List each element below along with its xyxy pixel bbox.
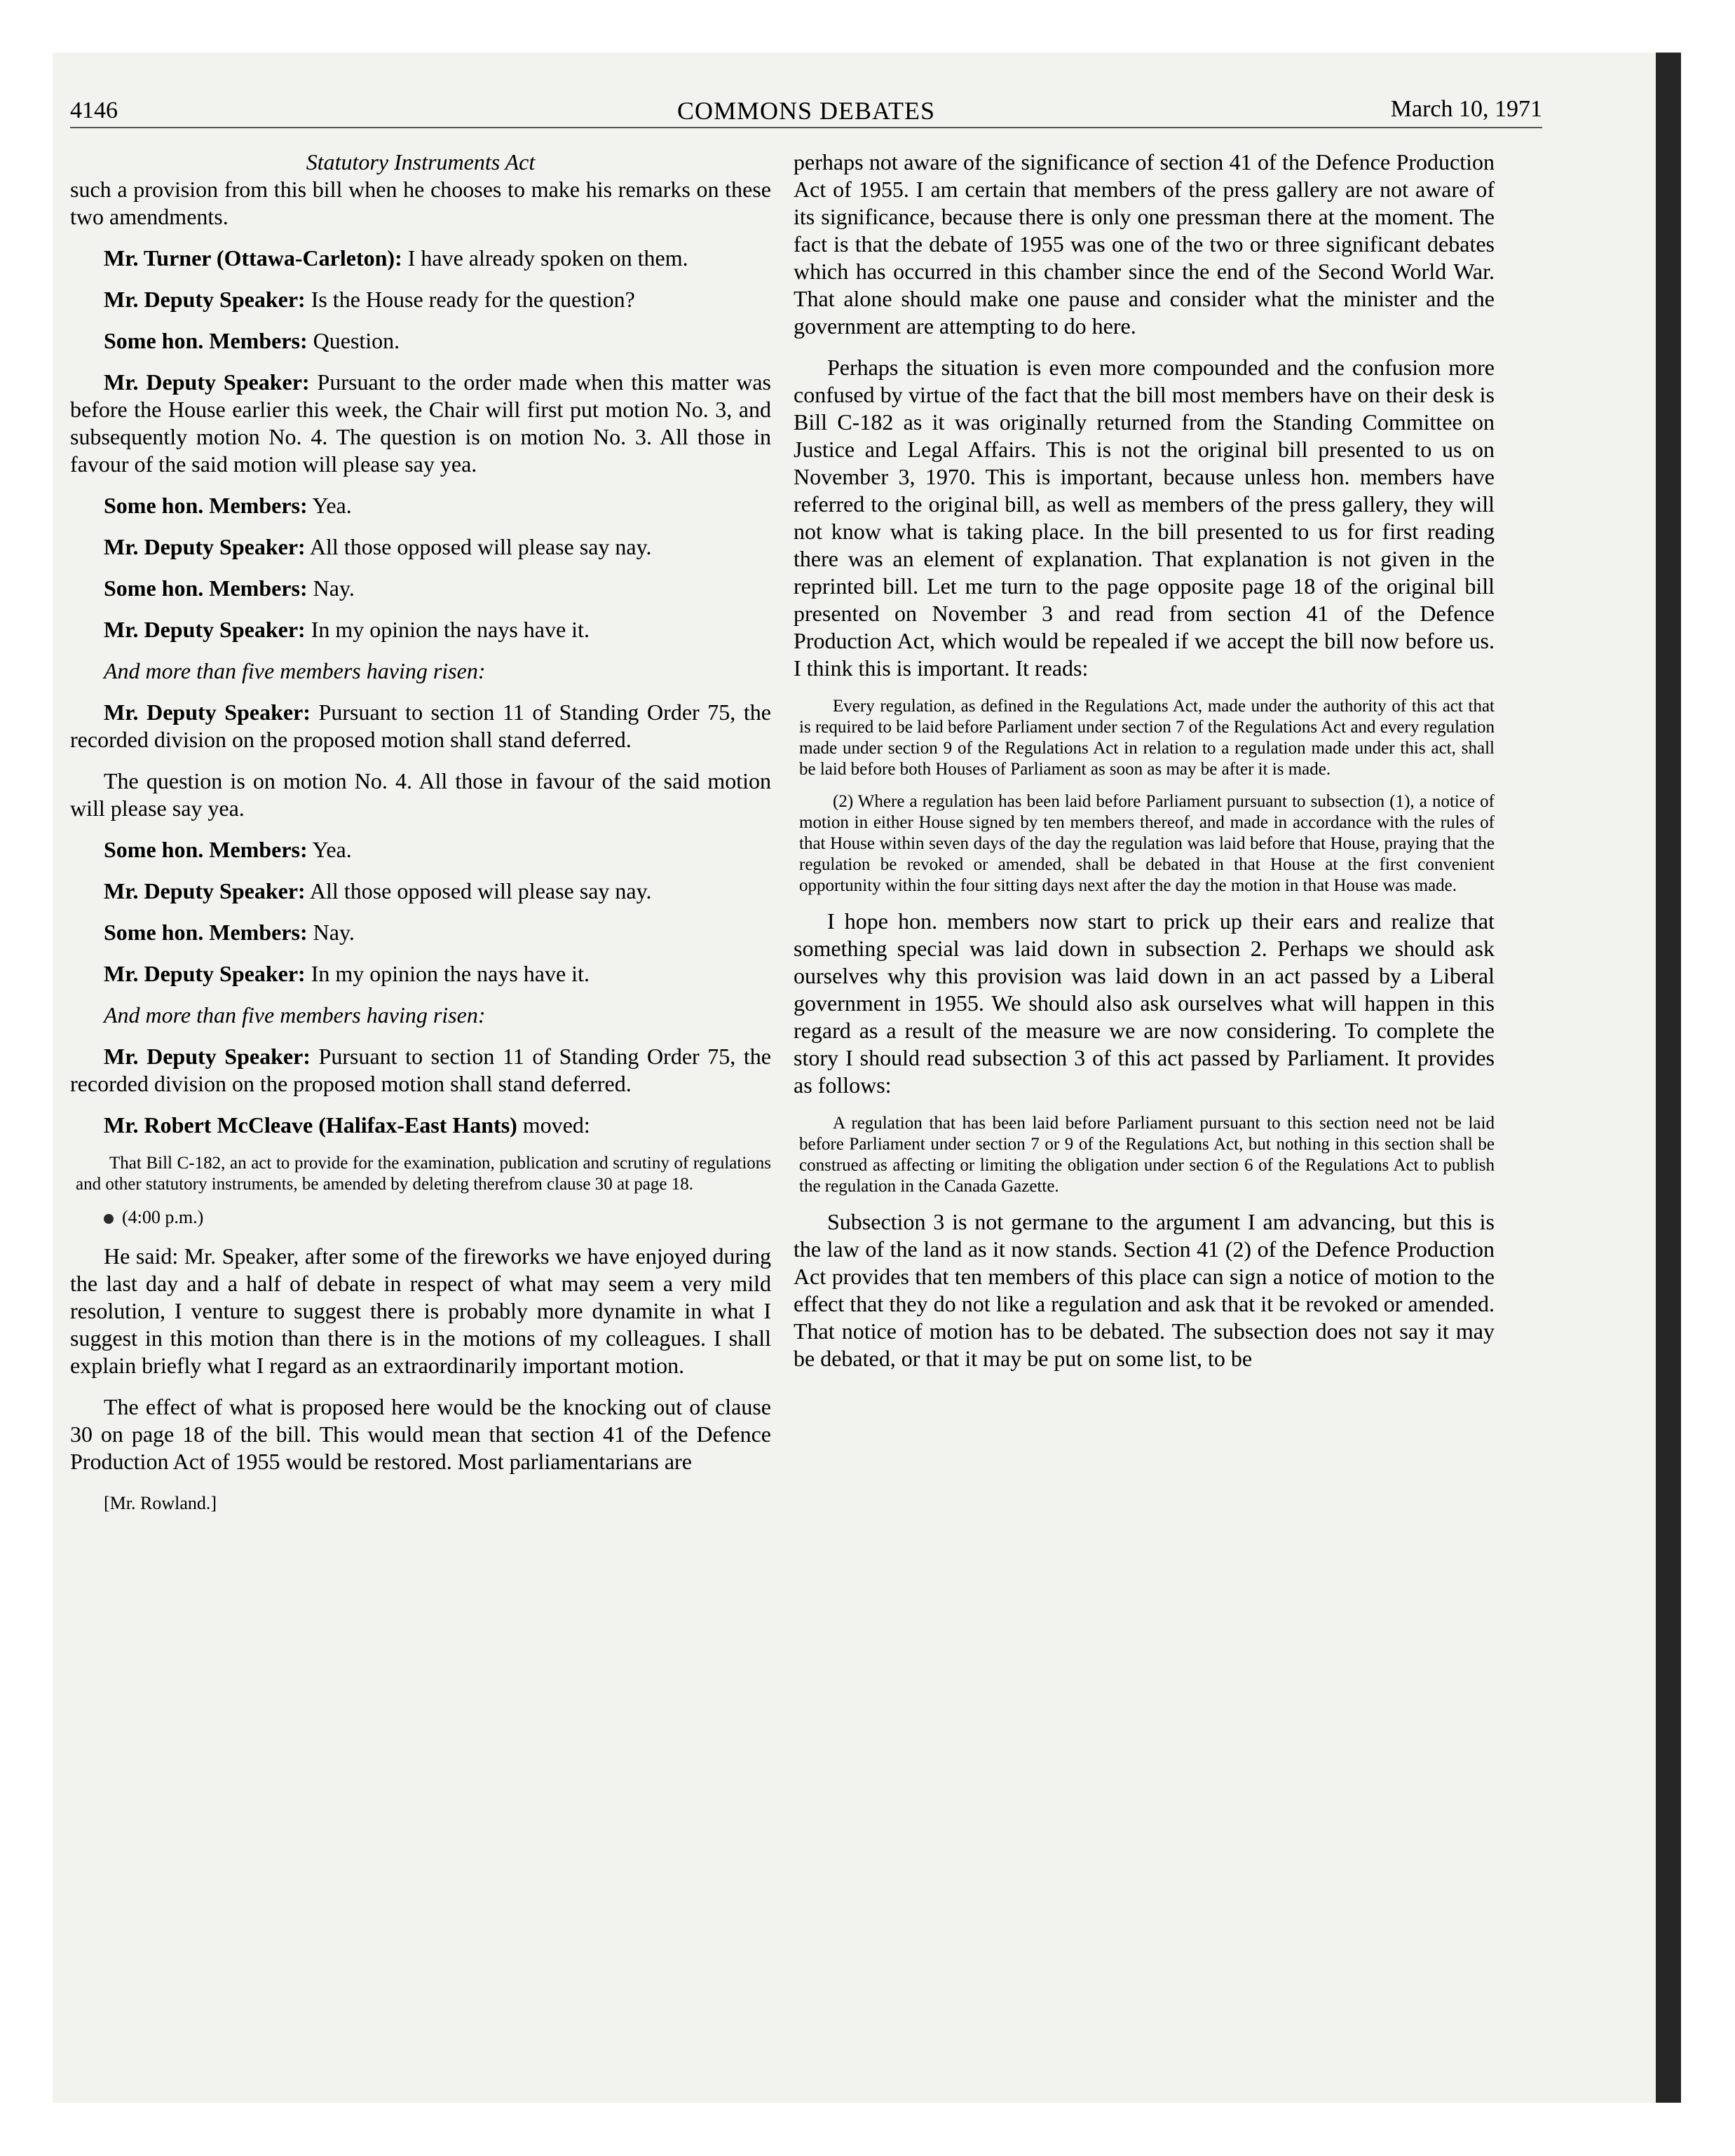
page-number: 4146: [70, 97, 118, 123]
speaker-name: Some hon. Members:: [104, 328, 308, 353]
speech-text: Pursuant to the order made when this matter was before the House earlier this week, the Chair will first put motion No. 3, and subsequently motion No. 4. The question is on motion No. 3. All those in favour of the said motion will please say yea.: [70, 369, 772, 477]
speech-text: Pursuant to section 11 of Standing Order 75, the recorded division on the proposed motion shall stand deferred.: [70, 700, 772, 752]
publication-title: COMMONS DEBATES: [676, 97, 936, 125]
speech-text: Pursuant to section 11 of Standing Order 75, the recorded division on the proposed motion shall stand deferred.: [70, 1044, 772, 1096]
speech-text: Is the House ready for the question?: [305, 287, 635, 312]
statute-quote: Every regulation, as defined in the Regulations Act, made under the authority of this act that is required to be laid before Parliament under section 7 of the Regulations Act and every regulation made under section 9 of the Regulations Act in relation to a regulation made under this act, shall be laid before both Houses of Parliament as soon as may be after it is made.: [799, 697, 1495, 779]
section-subheading: Statutory Instruments Act: [306, 149, 536, 175]
speech-paragraph: [70, 878, 771, 905]
paragraph: such a provision from this bill when he chooses to make his remarks on these two amendments.: [70, 177, 771, 229]
speech-paragraph: [70, 286, 771, 313]
speech-text: Nay.: [307, 575, 355, 601]
speech-paragraph: [70, 960, 771, 988]
speaker-name: Mr. Robert McCleave (Halifax-East Hants): [104, 1112, 517, 1138]
speech-paragraph: [70, 1043, 771, 1098]
timestamp-text: (4:00 p.m.): [122, 1207, 204, 1227]
speech-text: All those opposed will please say nay.: [305, 534, 652, 559]
speaker-name: Some hon. Members:: [104, 493, 308, 518]
bullet-icon: [104, 1214, 114, 1224]
speech-paragraph: [70, 919, 771, 946]
statute-quote: (2) Where a regulation has been laid before Parliament pursuant to subsection (1), a notice of motion in either House signed by ten members thereof, and made in accordance with the rules of that House within seven days of the day the regulation was laid before that House, praying that the regulation be revoked or amended, shall be debated in that House at the first convenient opportunity within the four sitting days next after the day the motion in that House was made.: [799, 792, 1495, 895]
speech-paragraph: [70, 492, 771, 519]
speech-text: In my opinion the nays have it.: [305, 961, 590, 986]
speaker-name: Mr. Deputy Speaker:: [104, 700, 311, 725]
scan-edge: [1656, 53, 1681, 2103]
speaker-name: Mr. Deputy Speaker:: [104, 287, 306, 312]
motion-quote: That Bill C-182, an act to provide for the examination, publication and scrutiny of regulations and other statutory instruments, be amended by deleting therefrom clause 30 at page 18.: [76, 1154, 771, 1194]
paragraph: The effect of what is proposed here would be the knocking out of clause 30 on page 18 of the bill. This would mean that section 41 of the Defence Production Act of 1955 would be restored. Most parliamentarians are: [70, 1394, 771, 1474]
paragraph: He said: Mr. Speaker, after some of the fireworks we have enjoyed during the last day and a half of debate in respect of what may seem a very mild resolution, I venture to suggest there is probably more dynamite in what I suggest in this motion than there is in the motions of my colleagues. I shall explain briefly what I regard as an extraordinarily important motion.: [70, 1243, 771, 1378]
speech-paragraph: [70, 836, 771, 864]
left-column: [70, 149, 771, 1517]
speaker-name: Mr. Deputy Speaker:: [104, 961, 306, 986]
speaker-name: Mr. Deputy Speaker:: [104, 617, 306, 642]
speaker-footer: [Mr. Rowland.]: [104, 1493, 217, 1513]
speech-paragraph: [70, 575, 771, 602]
speaker-name: Mr. Deputy Speaker:: [104, 534, 306, 559]
speech-text: Question.: [307, 328, 400, 353]
speech-text: All those opposed will please say nay.: [305, 878, 652, 903]
speaker-name: Mr. Deputy Speaker:: [104, 1044, 311, 1069]
speech-paragraph: [70, 369, 771, 478]
speech-paragraph: [70, 245, 771, 272]
paragraph: Subsection 3 is not germane to the argument I am advancing, but this is the law of the land as it now stands. Section 41 (2) of the Defence Production Act provides that ten members of this place can sign a notice of motion to the effect that they do not like a regulation and ask that it be revoked or amended. That notice of motion has to be debated. The subsection does not say it may be debated, or that it may be put on some list, to be: [794, 1209, 1495, 1371]
paragraph: I hope hon. members now start to prick up their ears and realize that something special was laid down in subsection 2. Perhaps we should ask ourselves why this provision was laid down in an act passed by a Liberal government in 1955. We should also ask ourselves what will happen in this regard as a result of the measure we are now considering. To complete the story I should read subsection 3 of this act passed by Parliament. It provides as follows:: [794, 908, 1495, 1098]
speaker-name: Mr. Deputy Speaker:: [104, 878, 306, 903]
page-header: [70, 95, 1542, 128]
timestamp: [104, 1206, 771, 1229]
right-column: [794, 149, 1495, 1386]
speech-text: Yea.: [307, 837, 352, 862]
paragraph: The question is on motion No. 4. All those in favour of the said motion will please say yea.: [70, 768, 771, 821]
speaker-name: Some hon. Members:: [104, 837, 308, 862]
statute-quote: A regulation that has been laid before Parliament pursuant to this section need not be laid before Parliament under section 7 or 9 of the Regulations Act, but nothing in this section shall be construed as affecting or limiting the obligation under section 6 of the Regulations Act to publish the regulation in the Canada Gazette.: [799, 1114, 1495, 1196]
speaker-name: Some hon. Members:: [104, 575, 308, 601]
speech-text: Nay.: [307, 920, 355, 945]
speech-paragraph: [70, 1112, 771, 1139]
speech-paragraph: [70, 616, 771, 643]
speech-text: moved:: [517, 1112, 590, 1138]
speaker-name: Mr. Turner (Ottawa-Carleton):: [104, 245, 402, 271]
speech-paragraph: [70, 533, 771, 561]
speech-paragraph: [70, 327, 771, 355]
stage-direction: And more than five members having risen:: [104, 658, 486, 683]
paragraph: Perhaps the situation is even more compounded and the confusion more confused by virtue of the fact that the bill most members have on their desk is Bill C-182 as it was originally returned from the Standing Committee on Justice and Legal Affairs. This is not the original bill presented to us on November 3, 1970. This is important, because unless hon. members have referred to the original bill, as well as members of the press gallery, they will not know what is taking place. In the bill presented to us for first reading there was an element of explanation. That explanation is not given in the reprinted bill. Let me turn to the page opposite page 18 of the original bill presented on November 3 and read from section 41 of the Defence Production Act, which would be repealed if we accept the bill now before us. I think this is important. It reads:: [794, 355, 1495, 681]
speech-text: I have already spoken on them.: [402, 245, 688, 271]
publication-date: March 10, 1971: [1390, 96, 1542, 122]
speech-text: Yea.: [307, 493, 352, 518]
speaker-name: Some hon. Members:: [104, 920, 308, 945]
speech-text: In my opinion the nays have it.: [305, 617, 590, 642]
speaker-name: Mr. Deputy Speaker:: [104, 369, 310, 395]
speech-paragraph: [70, 699, 771, 753]
paragraph: perhaps not aware of the significance of section 41 of the Defence Production Act of 1955. I am certain that members of the press gallery are not aware of its significance, because there is only one pressman there at the moment. The fact is that the debate of 1955 was one of the two or three significant debates which has occurred in this chamber since the end of the Second World War. That alone should make one pause and consider what the minister and the government are attempting to do here.: [794, 149, 1495, 339]
stage-direction: And more than five members having risen:: [104, 1002, 486, 1028]
